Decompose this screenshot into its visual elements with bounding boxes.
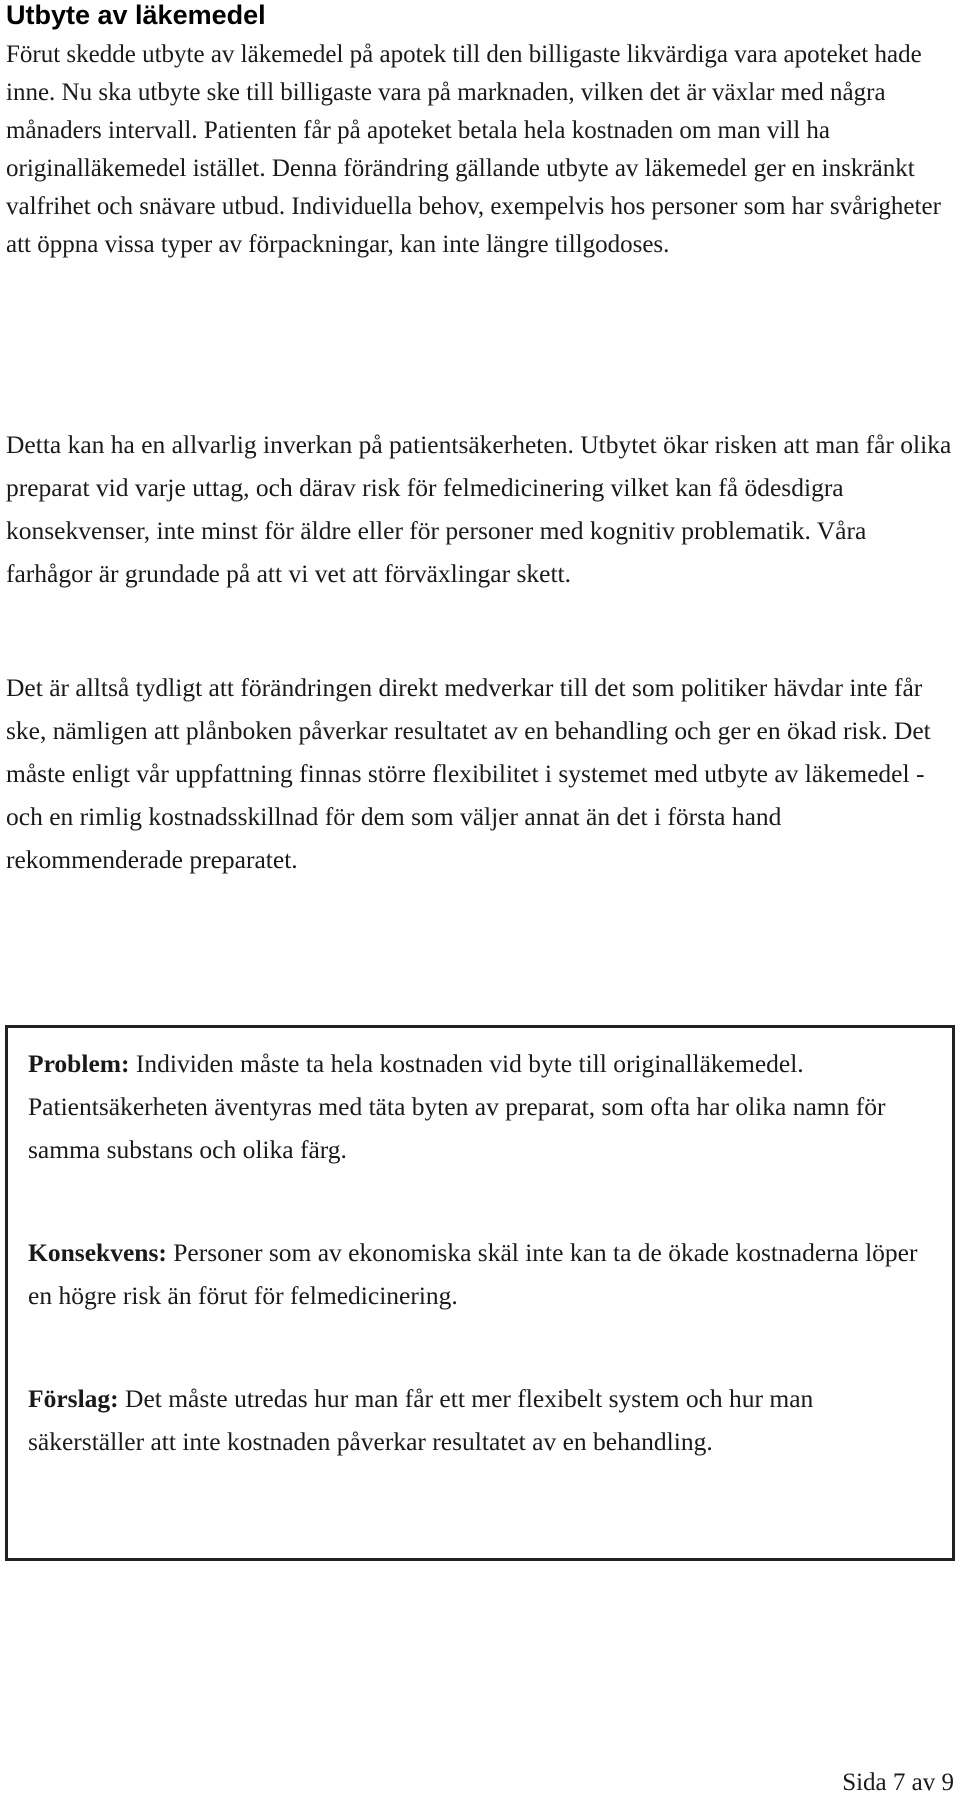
konsekvens-text: Personer som av ekonomiska skäl inte kan ta de ökade kostnaderna löper en högre risk än förut för felmedicinering. xyxy=(28,1238,918,1310)
forslag-label: Förslag: xyxy=(28,1384,119,1413)
forslag-text: Det måste utredas hur man får ett mer flexibelt system och hur man säkerställer att inte kostnaden påverkar resultatet av en behandling. xyxy=(28,1384,814,1456)
problem-text: Individen måste ta hela kostnaden vid byte till originalläkemedel. Patientsäkerheten äventyras med täta byten av preparat, som ofta har olika namn för samma substans och olika färg. xyxy=(28,1049,886,1164)
konsekvens-label: Konsekvens: xyxy=(28,1238,167,1267)
problem-label: Problem: xyxy=(28,1049,130,1078)
paragraph-substitution-rules: Förut skedde utbyte av läkemedel på apotek till den billigaste likvärdiga vara apoteket hade inne. Nu ska utbyte ske till billigaste vara på marknaden, vilken det är växlar med några månaders intervall. Patienten får på apoteket betala hela kostnaden om man vill ha originalläkemedel istället. Denna förändring gällande utbyte av läkemedel ger en inskränkt valfrihet och snävare utbud. Individuella behov, exempelvis hos personer som har svårigheter att öppna vissa typer av förpackningar, kan inte längre tillgodoses. xyxy=(6,41,941,258)
problem-paragraph xyxy=(28,1042,933,1171)
summary-box xyxy=(5,1025,955,1561)
page-number: Sida 7 av 9 xyxy=(842,1769,954,1796)
konsekvens-paragraph xyxy=(28,1231,933,1317)
forslag-paragraph xyxy=(28,1377,933,1463)
paragraph-conclusion: Det är alltså tydligt att förändringen direkt medverkar till det som politiker hävdar inte får ske, nämligen att plånboken påverkar resultatet av en behandling och ger en ökad risk. Det måste enligt vår uppfattning finnas större flexibilitet i systemet med utbyte av läkemedel - och en rimlig kostnadsskillnad för dem som väljer annat än det i första hand rekommenderade preparatet. xyxy=(6,673,931,874)
paragraph-patient-safety: Detta kan ha en allvarlig inverkan på patientsäkerheten. Utbytet ökar risken att man får olika preparat vid varje uttag, och därav risk för felmedicinering vilket kan få ödesdigra konsekvenser, inte minst för äldre eller för personer med kognitiv problematik. Våra farhågor är grundade på att vi vet att förväxlingar skett. xyxy=(6,430,952,588)
section-heading: Utbyte av läkemedel xyxy=(6,0,266,30)
